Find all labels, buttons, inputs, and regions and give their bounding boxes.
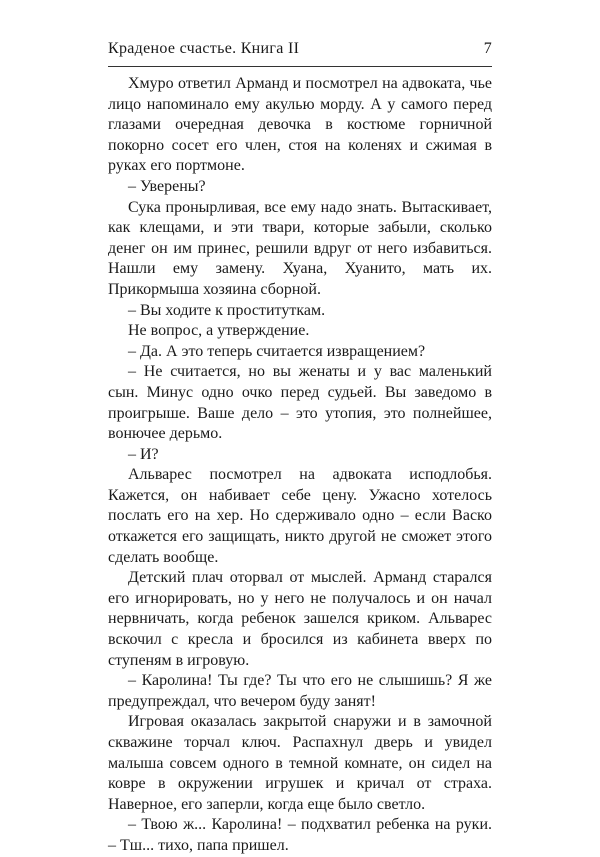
- paragraph: Сука пронырливая, все ему надо знать. Вытаскивает, как клещами, и эти твари, которые забыли, сколько денег он им принес, решили вдруг от него избавиться. Нашли ему замену. Хуана, Хуанито, мать их. Прикормыша хозяина сборной.: [108, 198, 492, 298]
- dialogue-line: – Да. А это теперь считается извращением?: [128, 342, 426, 360]
- dialogue-line: – Каролина! Ты где? Ты что его не слышишь? Я же предупреждал, что вечером буду занят!: [108, 672, 492, 710]
- paragraph: Детский плач оторвал от мыслей. Арманд старался его игнорировать, но у него не получалось и он начал нервничать, когда ребенок зашелся криком. Альварес вскочил с кресла и бросился из кабинета вверх по ступеням в игровую.: [108, 569, 492, 669]
- header-rule: [108, 66, 492, 67]
- book-title: Краденое счастье. Книга II: [108, 40, 300, 57]
- paragraph: Хмуро ответил Арманд и посмотрел на адвоката, чье лицо напоминало ему акулью морду. А у самого перед глазами очередная девочка в костюме горничной покорно сосет его член, стоя на коленях и сжимая в руках его портмоне.: [108, 75, 492, 175]
- dialogue-line: – Вы ходите к проституткам.: [128, 301, 326, 319]
- paragraph: Альварес посмотрел на адвоката исподлобья. Кажется, он набивает себе цену. Ужасно хотелось послать его на хер. Но сдерживало одно – если Васко откажется его защищать, никто другой не сможет этого сделать вообще.: [108, 466, 492, 566]
- paragraph: Игровая оказалась закрытой снаружи и в замочной скважине торчал ключ. Распахнул дверь и увидел малыша совсем одного в темной комнате, он сидел на ковре в окружении игрушек и кричал от страха. Наверное, его заперли, когда еще было светло.: [108, 713, 492, 813]
- dialogue-line: – Твою ж... Каролина! – подхватил ребенка на руки. – Тш... тихо, папа пришел.: [108, 816, 492, 854]
- paragraph: Не вопрос, а утверждение.: [128, 322, 310, 340]
- dialogue-line: – И?: [128, 445, 159, 463]
- dialogue-line: – Не считается, но вы женаты и у вас маленький сын. Минус одно очко перед судьей. Вы заведомо в проигрыше. Ваше дело – это утопия, это полнейшее, вонючее дерьмо.: [108, 363, 492, 443]
- dialogue-line: – Уверены?: [128, 177, 206, 195]
- running-header: [108, 40, 492, 64]
- body-text: [108, 74, 492, 857]
- page-number: 7: [483, 40, 492, 57]
